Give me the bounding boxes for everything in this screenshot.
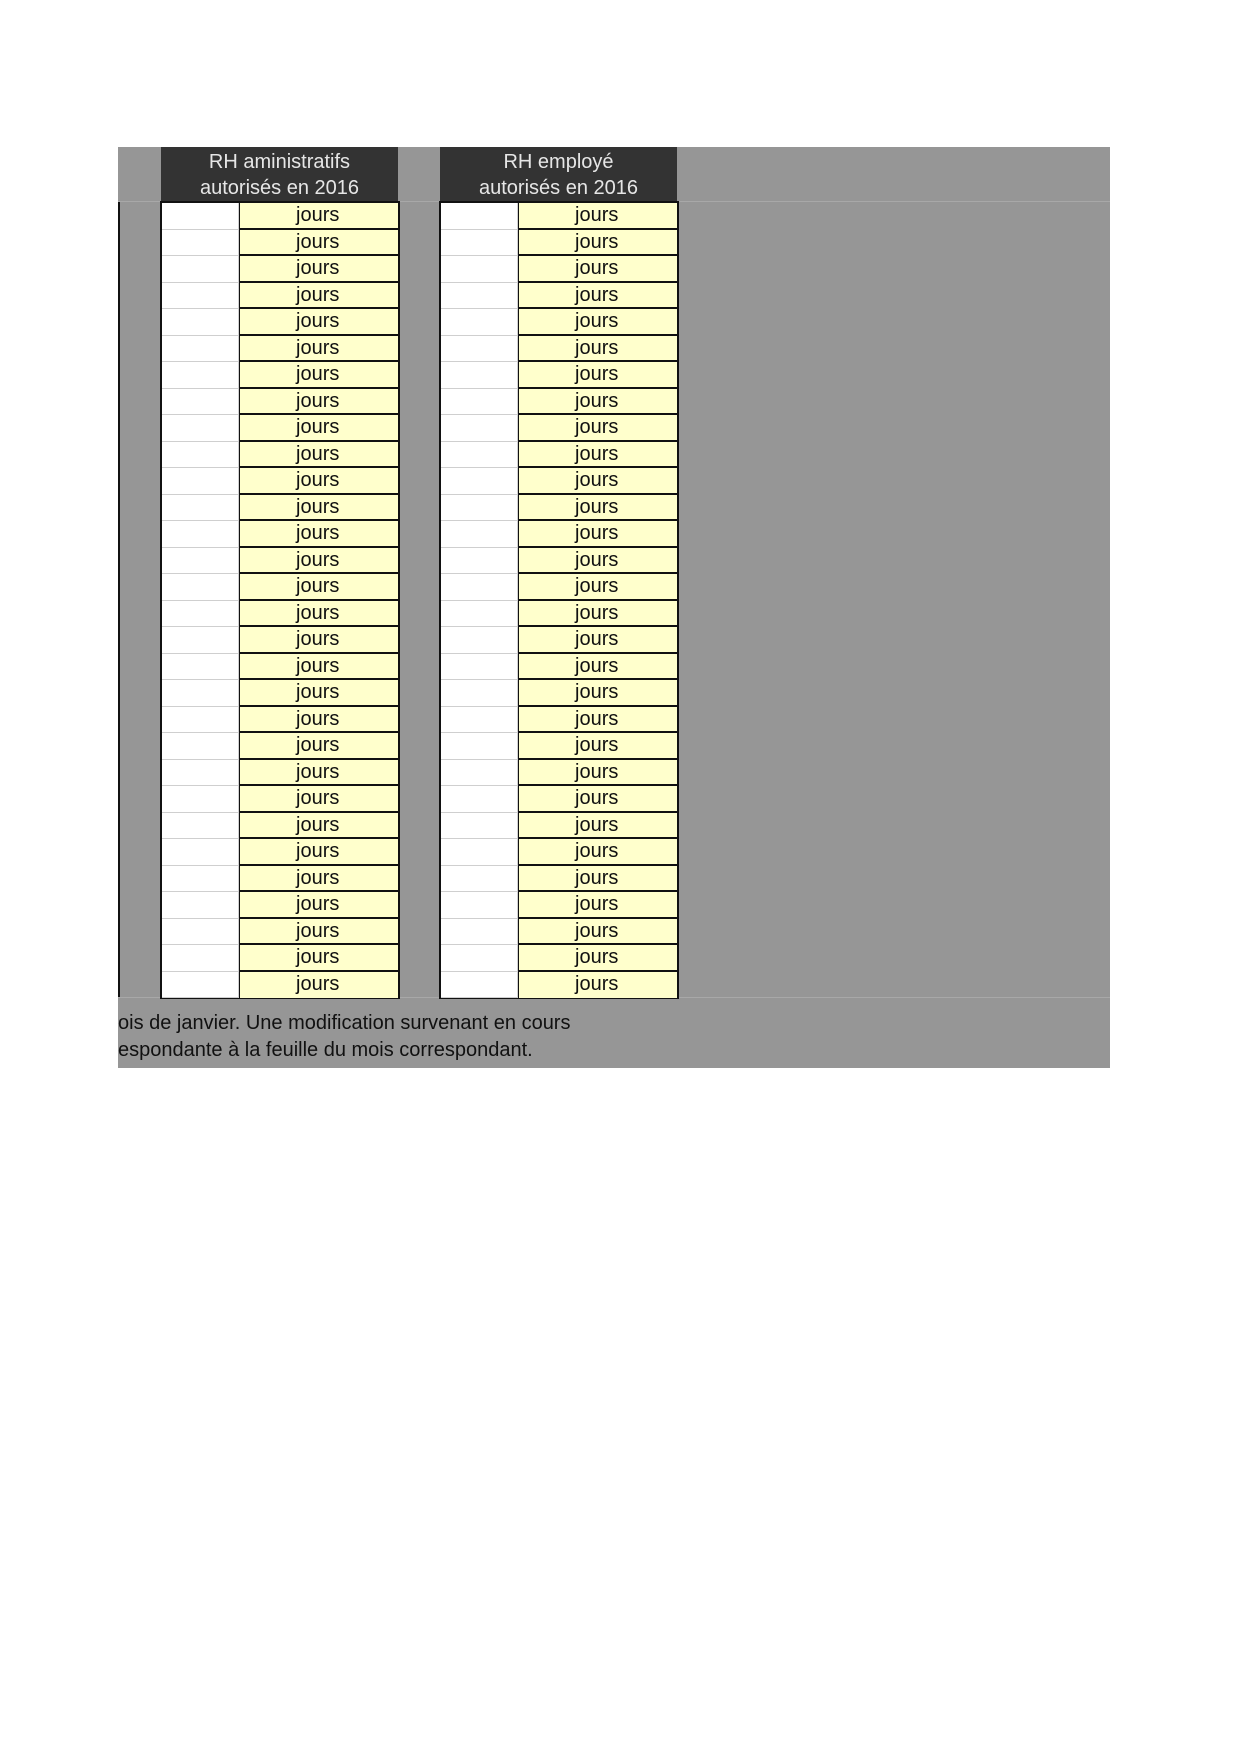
- value-input-cell[interactable]: [441, 627, 518, 654]
- unit-cell: jours: [239, 733, 398, 760]
- value-input-cell[interactable]: [162, 707, 239, 733]
- value-input-cell[interactable]: [441, 203, 518, 230]
- table-rh-employe: [439, 201, 679, 999]
- value-input-cell[interactable]: [162, 336, 239, 362]
- unit-cell: jours: [518, 256, 677, 283]
- unit-cell: jours: [518, 760, 677, 786]
- unit-cell: jours: [239, 256, 398, 283]
- unit-cell: jours: [518, 680, 677, 707]
- unit-cell: jours: [518, 839, 677, 866]
- unit-cell: jours: [239, 336, 398, 362]
- value-input-cell[interactable]: [441, 230, 518, 256]
- value-input-cell[interactable]: [441, 283, 518, 309]
- unit-cell: jours: [518, 627, 677, 654]
- value-input-cell[interactable]: [441, 654, 518, 680]
- sheet-left-border: [118, 202, 120, 997]
- unit-cell: jours: [239, 283, 398, 309]
- unit-cell: jours: [239, 230, 398, 256]
- unit-cell: jours: [239, 309, 398, 336]
- unit-cell: jours: [518, 468, 677, 495]
- value-input-cell[interactable]: [162, 839, 239, 866]
- value-input-cell[interactable]: [162, 892, 239, 919]
- value-input-cell[interactable]: [162, 548, 239, 574]
- value-input-cell[interactable]: [441, 680, 518, 707]
- value-input-cell[interactable]: [441, 892, 518, 919]
- unit-cell: jours: [239, 548, 398, 574]
- header-rh-administratifs: [161, 147, 398, 201]
- value-input-cell[interactable]: [162, 283, 239, 309]
- value-input-cell[interactable]: [162, 230, 239, 256]
- table-rh-administratifs: [160, 201, 400, 999]
- value-input-cell[interactable]: [441, 468, 518, 495]
- unit-cell: jours: [518, 230, 677, 256]
- unit-cell: jours: [239, 601, 398, 627]
- header-admin-line2: autorisés en 2016: [199, 177, 359, 199]
- unit-cell: jours: [239, 786, 398, 813]
- value-input-cell[interactable]: [162, 415, 239, 442]
- value-input-cell[interactable]: [162, 972, 239, 998]
- footnote-line1: ois de janvier. Une modification survenant en cours: [118, 1012, 571, 1034]
- unit-cell: jours: [239, 203, 398, 230]
- header-employe-line2: autorisés en 2016: [478, 177, 638, 199]
- value-input-cell[interactable]: [162, 601, 239, 627]
- unit-cell: jours: [239, 919, 398, 945]
- unit-cell: jours: [518, 309, 677, 336]
- unit-cell: jours: [518, 654, 677, 680]
- header-employe-line1: RH employé: [503, 151, 614, 173]
- unit-cell: jours: [239, 415, 398, 442]
- unit-cell: jours: [518, 336, 677, 362]
- value-input-cell[interactable]: [441, 786, 518, 813]
- unit-cell: jours: [518, 707, 677, 733]
- value-input-cell[interactable]: [441, 972, 518, 998]
- value-input-cell[interactable]: [162, 442, 239, 468]
- value-input-cell[interactable]: [441, 707, 518, 733]
- value-input-cell[interactable]: [162, 760, 239, 786]
- header-admin-line1: RH aministratifs: [208, 151, 351, 173]
- value-input-cell[interactable]: [162, 733, 239, 760]
- value-input-cell[interactable]: [441, 839, 518, 866]
- value-input-cell[interactable]: [162, 680, 239, 707]
- value-input-cell[interactable]: [162, 786, 239, 813]
- unit-cell: jours: [518, 574, 677, 601]
- unit-cell: jours: [518, 919, 677, 945]
- unit-cell: jours: [518, 813, 677, 839]
- value-input-cell[interactable]: [441, 733, 518, 760]
- unit-cell: jours: [518, 601, 677, 627]
- unit-cell: jours: [239, 707, 398, 733]
- footnote: [118, 1010, 818, 1064]
- unit-cell: jours: [239, 654, 398, 680]
- value-input-cell[interactable]: [441, 919, 518, 945]
- value-input-cell[interactable]: [441, 945, 518, 972]
- unit-cell: jours: [518, 362, 677, 389]
- unit-cell: jours: [239, 892, 398, 919]
- unit-cell: jours: [239, 495, 398, 521]
- unit-cell: jours: [518, 866, 677, 892]
- unit-cell: jours: [239, 627, 398, 654]
- value-input-cell[interactable]: [162, 574, 239, 601]
- value-input-cell[interactable]: [162, 654, 239, 680]
- unit-cell: jours: [239, 574, 398, 601]
- value-input-cell[interactable]: [441, 601, 518, 627]
- value-input-cell[interactable]: [441, 521, 518, 548]
- unit-cell: jours: [518, 972, 677, 998]
- value-input-cell[interactable]: [441, 760, 518, 786]
- unit-cell: jours: [239, 680, 398, 707]
- unit-cell: jours: [239, 866, 398, 892]
- unit-cell: jours: [239, 813, 398, 839]
- value-input-cell[interactable]: [441, 574, 518, 601]
- value-input-cell[interactable]: [441, 309, 518, 336]
- value-input-cell[interactable]: [441, 813, 518, 839]
- unit-cell: jours: [518, 945, 677, 972]
- unit-cell: jours: [518, 389, 677, 415]
- value-input-cell[interactable]: [441, 442, 518, 468]
- unit-cell: jours: [518, 415, 677, 442]
- unit-cell: jours: [518, 442, 677, 468]
- value-input-cell[interactable]: [162, 919, 239, 945]
- unit-cell: jours: [239, 521, 398, 548]
- value-input-cell[interactable]: [162, 468, 239, 495]
- footnote-line2: espondante à la feuille du mois correspondant.: [118, 1039, 533, 1061]
- value-input-cell[interactable]: [162, 945, 239, 972]
- value-input-cell[interactable]: [441, 389, 518, 415]
- unit-cell: jours: [239, 839, 398, 866]
- unit-cell: jours: [239, 442, 398, 468]
- value-input-cell[interactable]: [441, 548, 518, 574]
- unit-cell: jours: [518, 892, 677, 919]
- unit-cell: jours: [518, 495, 677, 521]
- unit-cell: jours: [518, 283, 677, 309]
- unit-cell: jours: [518, 733, 677, 760]
- value-input-cell[interactable]: [441, 256, 518, 283]
- value-input-cell[interactable]: [162, 521, 239, 548]
- value-input-cell[interactable]: [162, 495, 239, 521]
- value-input-cell[interactable]: [441, 336, 518, 362]
- value-input-cell[interactable]: [162, 866, 239, 892]
- value-input-cell[interactable]: [162, 203, 239, 230]
- header-rh-employe: [440, 147, 677, 201]
- value-input-cell[interactable]: [441, 495, 518, 521]
- value-input-cell[interactable]: [162, 389, 239, 415]
- value-input-cell[interactable]: [441, 415, 518, 442]
- unit-cell: jours: [518, 548, 677, 574]
- value-input-cell[interactable]: [441, 866, 518, 892]
- unit-cell: jours: [239, 362, 398, 389]
- unit-cell: jours: [239, 468, 398, 495]
- value-input-cell[interactable]: [441, 362, 518, 389]
- value-input-cell[interactable]: [162, 627, 239, 654]
- value-input-cell[interactable]: [162, 309, 239, 336]
- unit-cell: jours: [239, 389, 398, 415]
- unit-cell: jours: [239, 945, 398, 972]
- unit-cell: jours: [518, 786, 677, 813]
- unit-cell: jours: [239, 760, 398, 786]
- unit-cell: jours: [518, 521, 677, 548]
- value-input-cell[interactable]: [162, 362, 239, 389]
- value-input-cell[interactable]: [162, 813, 239, 839]
- unit-cell: jours: [239, 972, 398, 998]
- value-input-cell[interactable]: [162, 256, 239, 283]
- unit-cell: jours: [518, 203, 677, 230]
